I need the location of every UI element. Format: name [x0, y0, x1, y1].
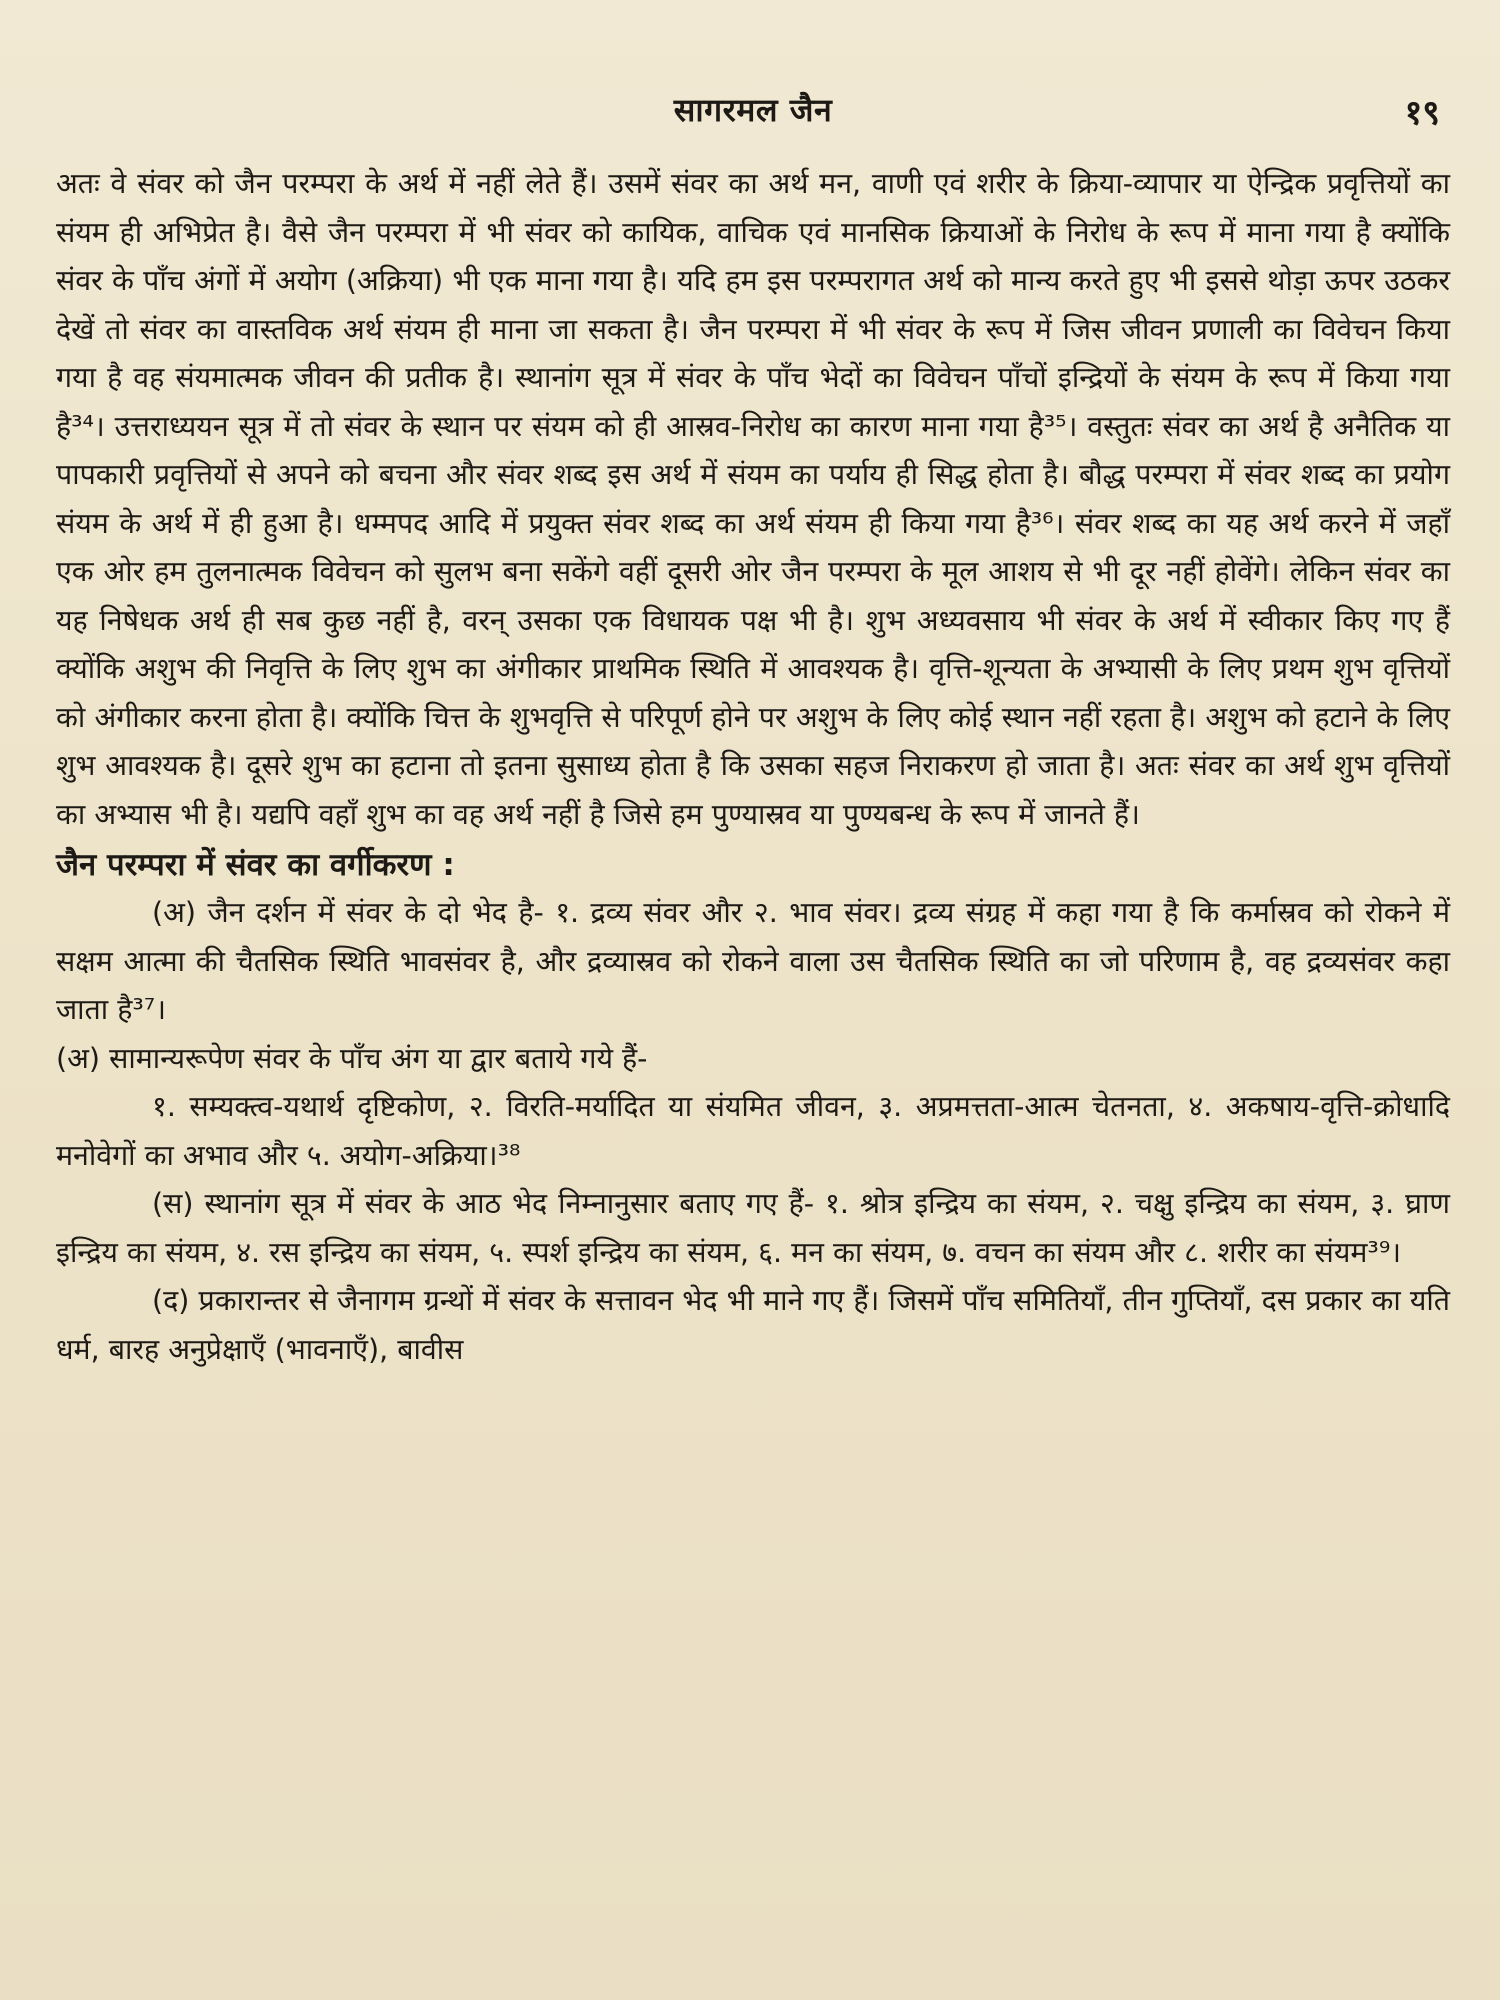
running-header	[56, 88, 1450, 140]
page-number: १९	[1404, 93, 1440, 133]
paragraph-eight-types: (स) स्थानांग सूत्र में संवर के आठ भेद निम्नानुसार बताए गए हैं- १. श्रोत्र इन्द्रिय का संयम, २. चक्षु इन्द्रिय का संयम, ३. घ्राण इन्द्रिय का संयम, ४. रस इन्द्रिय का संयम, ५. स्पर्श इन्द्रिय का संयम, ६. मन का संयम, ७. वचन का संयम और ८. शरीर का संयम³⁹।	[56, 1187, 1450, 1269]
body-text	[56, 160, 1450, 1374]
paragraph-classification-a: (अ) जैन दर्शन में संवर के दो भेद है- १. द्रव्य संवर और २. भाव संवर। द्रव्य संग्रह में कहा गया है कि कर्मास्रव को रोकने में सक्षम आत्मा की चैतसिक स्थिति भावसंवर है, और द्रव्यास्रव को रोकने वाला उस चैतसिक स्थिति का जो परिणाम है, वह द्रव्यसंवर कहा जाता है³⁷।	[56, 896, 1450, 1026]
paragraph-five-limbs-list: १. सम्यक्त्व-यथार्थ दृष्टिकोण, २. विरति-मर्यादित या संयमित जीवन, ३. अप्रमत्तता-आत्म चेतनता, ४. अकषाय-वृत्ति-क्रोधादि मनोवेगों का अभाव और ५. अयोग-अक्रिया।³⁸	[56, 1090, 1450, 1172]
paragraph-five-limbs-intro: (अ) सामान्यरूपेण संवर के पाँच अंग या द्वार बताये गये हैं-	[56, 1041, 648, 1075]
section-heading: जैन परम्परा में संवर का वर्गीकरण :	[56, 847, 455, 883]
running-title: सागरमल जैन	[673, 91, 833, 129]
paragraph-intro: अतः वे संवर को जैन परम्परा के अर्थ में नहीं लेते हैं। उसमें संवर का अर्थ मन, वाणी एवं शरीर के क्रिया-व्यापार या ऐन्द्रिक प्रवृत्तियों का संयम ही अभिप्रेत है। वैसे जैन परम्परा में भी संवर को कायिक, वाचिक एवं मानसिक क्रियाओं के निरोध के रूप में माना गया है क्योंकि संवर के पाँच अंगों में अयोग (अक्रिया) भी एक माना गया है। यदि हम इस परम्परागत अर्थ को मान्य करते हुए भी इससे थोड़ा ऊपर उठकर देखें तो संवर का वास्तविक अर्थ संयम ही माना जा सकता है। जैन परम्परा में भी संवर के रूप में जिस जीवन प्रणाली का विवेचन किया गया है वह संयमात्मक जीवन की प्रतीक है। स्थानांग सूत्र में संवर के पाँच भेदों का विवेचन पाँचों इन्द्रियों के संयम के रूप में किया गया है³⁴। उत्तराध्ययन सूत्र में तो संवर के स्थान पर संयम को ही आस्रव-निरोध का कारण माना गया है³⁵। वस्तुतः संवर का अर्थ है अनैतिक या पापकारी प्रवृत्तियों से अपने को बचना और संवर शब्द इस अर्थ में संयम का पर्याय ही सिद्ध होता है। बौद्ध परम्परा में संवर शब्द का प्रयोग संयम के अर्थ में ही हुआ है। धम्मपद आदि में प्रयुक्त संवर शब्द का अर्थ संयम ही किया गया है³⁶। संवर शब्द का यह अर्थ करने में जहाँ एक ओर हम तुलनात्मक विवेचन को सुलभ बना सकेंगे वहीं दूसरी ओर जैन परम्परा के मूल आशय से भी दूर नहीं होवेंगे। लेकिन संवर का यह निषेधक अर्थ ही सब कुछ नहीं है, वरन् उसका एक विधायक पक्ष भी है। शुभ अध्यवसाय भी संवर के अर्थ में स्वीकार किए गए हैं क्योंकि अशुभ की निवृत्ति के लिए शुभ का अंगीकार प्राथमिक स्थिति में आवश्यक है। वृत्ति-शून्यता के अभ्यासी के लिए प्रथम शुभ वृत्तियों को अंगीकार करना होता है। क्योंकि चित्त के शुभवृत्ति से परिपूर्ण होने पर अशुभ के लिए कोई स्थान नहीं रहता है। अशुभ को हटाने के लिए शुभ आवश्यक है। दूसरे शुभ का हटाना तो इतना सुसाध्य होता है कि उसका सहज निराकरण हो जाता है। अतः संवर का अर्थ शुभ वृत्तियों का अभ्यास भी है। यद्यपि वहाँ शुभ का वह अर्थ नहीं है जिसे हम पुण्यास्रव या पुण्यबन्ध के रूप में जानते हैं।	[56, 167, 1450, 831]
paragraph-fifty-seven-types: (द) प्रकारान्तर से जैनागम ग्रन्थों में संवर के सत्तावन भेद भी माने गए हैं। जिसमें पाँच समितियाँ, तीन गुप्तियाँ, दस प्रकार का यति धर्म, बारह अनुप्रेक्षाएँ (भावनाएँ), बावीस	[56, 1284, 1450, 1366]
